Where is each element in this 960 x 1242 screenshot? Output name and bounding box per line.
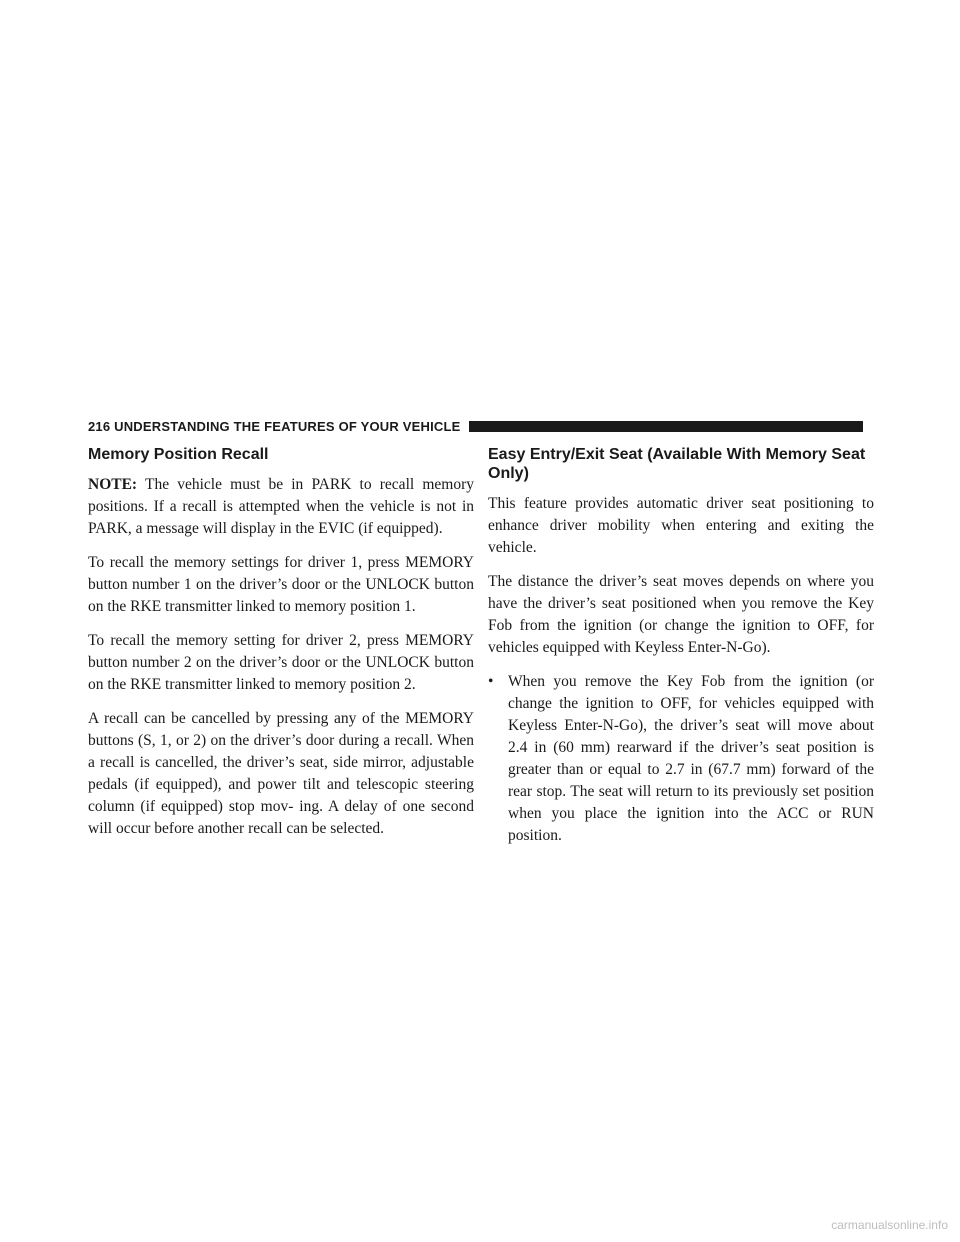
page-number-title: 216 UNDERSTANDING THE FEATURES OF YOUR VEHICLE	[88, 418, 461, 434]
bullet-icon: •	[488, 673, 494, 690]
section-heading-memory-recall: Memory Position Recall	[88, 446, 269, 463]
paragraph-driver-1: To recall the memory settings for driver 1, press MEMORY button number 1 on the driver’s door or the UNLOCK button on the RKE transmitter linked to memory position 1.	[88, 554, 474, 615]
bullet-text: When you remove the Key Fob from the ignition (or change the ignition to OFF, for vehicles equipped with Keyless Enter-N-Go), the driver’s seat will move about 2.4 in (60 mm) rearward if the driver’s seat position is greater than or equal to 2.7 in (67.7 mm) forward of the rear stop. The seat will return to its previously set position when you place the ignition into the ACC or RUN position.	[508, 673, 874, 844]
section-heading-easy-entry: Easy Entry/Exit Seat (Available With Memory Seat Only)	[488, 446, 866, 482]
right-column	[488, 445, 874, 847]
paragraph-feature-intro: This feature provides automatic driver seat positioning to enhance driver mobility when entering and exiting the vehicle.	[488, 495, 874, 556]
paragraph-cancel-recall: A recall can be cancelled by pressing any of the MEMORY buttons (S, 1, or 2) on the driver’s door during a recall. When a recall is cancelled, the driver’s seat, side mirror, adjustable pedals (if equipped), and power tilt and telescopic steering column (if equipped) stop mov- ing. A delay of one second will occur before another recall can be selected.	[88, 710, 474, 837]
bullet-item	[488, 671, 874, 847]
note-text: The vehicle must be in PARK to recall memory positions. If a recall is attempted when the vehicle is not in PARK, a message will display in the EVIC (if equipped).	[88, 476, 474, 537]
page-header	[88, 417, 863, 435]
note-label: NOTE:	[88, 476, 138, 493]
left-column	[88, 445, 474, 852]
paragraph-seat-distance: The distance the driver’s seat moves depends on where you have the driver’s seat positioned when you remove the Key Fob from the ignition (or change the ignition to OFF, for vehicles equipped with Keyless Enter-N-Go).	[488, 573, 874, 656]
paragraph-driver-2: To recall the memory setting for driver 2, press MEMORY button number 2 on the driver’s door or the UNLOCK button on the RKE transmitter linked to memory position 2.	[88, 632, 474, 693]
header-rule	[469, 421, 863, 432]
watermark: carmanualsonline.info	[831, 1218, 948, 1232]
note-paragraph	[88, 474, 474, 540]
